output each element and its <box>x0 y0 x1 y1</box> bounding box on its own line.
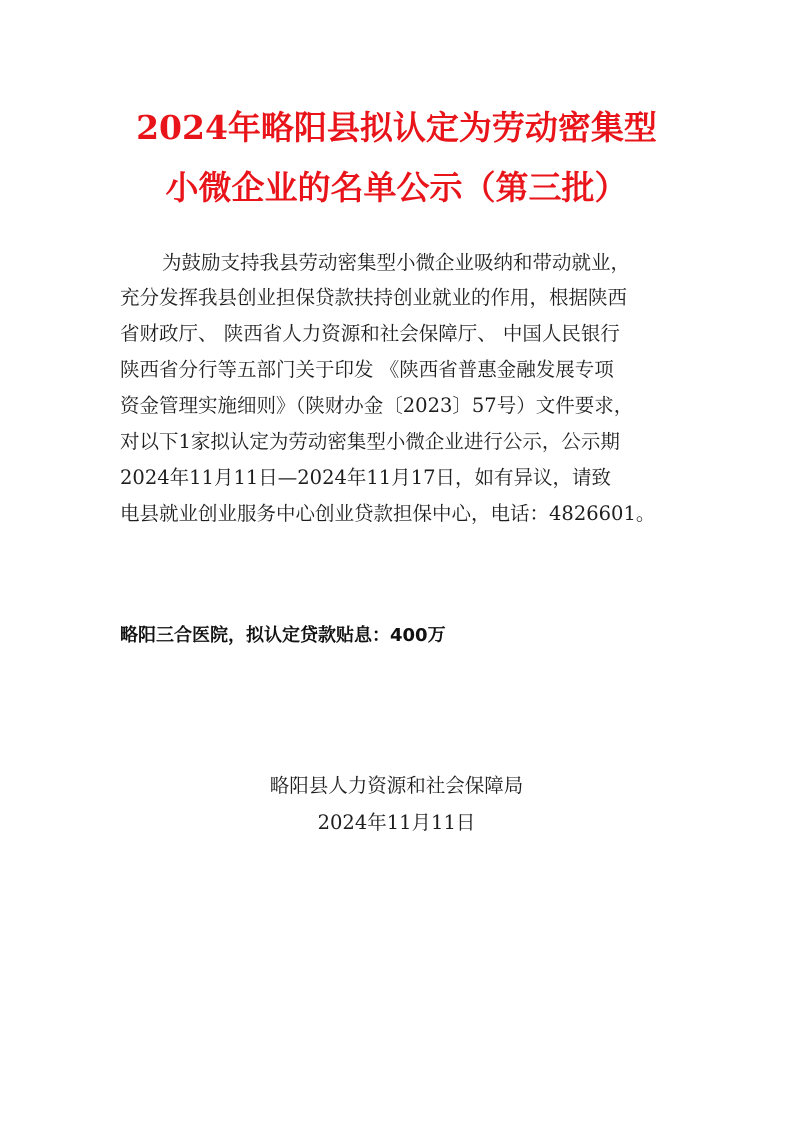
body-paragraph-line: 陕西省分行等五部门关于印发 《陕西省普惠金融发展专项 <box>120 358 614 381</box>
issuing-organization: 略阳县人力资源和社会保障局 <box>269 774 524 797</box>
document-title-line-2: 小微企业的名单公示（第三批） <box>165 168 628 207</box>
body-paragraph-line: 2024年11月11日—2024年11月17日，如有异议，请致 <box>120 466 612 489</box>
body-paragraph-line: 对以下1家拟认定为劳动密集型小微企业进行公示，公示期 <box>120 430 620 453</box>
enterprise-listing: 略阳三合医院，拟认定贷款贴息：400万 <box>120 625 446 646</box>
issue-date: 2024年11月11日 <box>317 811 476 834</box>
document-title-line-1: 2024年略阳县拟认定为劳动密集型 <box>136 108 657 147</box>
body-paragraph-line: 充分发挥我县创业担保贷款扶持创业就业的作用，根据陕西 <box>120 286 628 309</box>
body-paragraph-line: 省财政厅、 陕西省人力资源和社会保障厅、 中国人民银行 <box>120 322 620 345</box>
body-paragraph-line: 电县就业创业服务中心创业贷款担保中心，电话：4826601。 <box>120 502 656 525</box>
body-paragraph-line: 资金管理实施细则》（陕财办金〔2023〕57号）文件要求， <box>120 394 634 417</box>
body-paragraph-line: 为鼓励支持我县劳动密集型小微企业吸纳和带动就业， <box>162 251 631 274</box>
